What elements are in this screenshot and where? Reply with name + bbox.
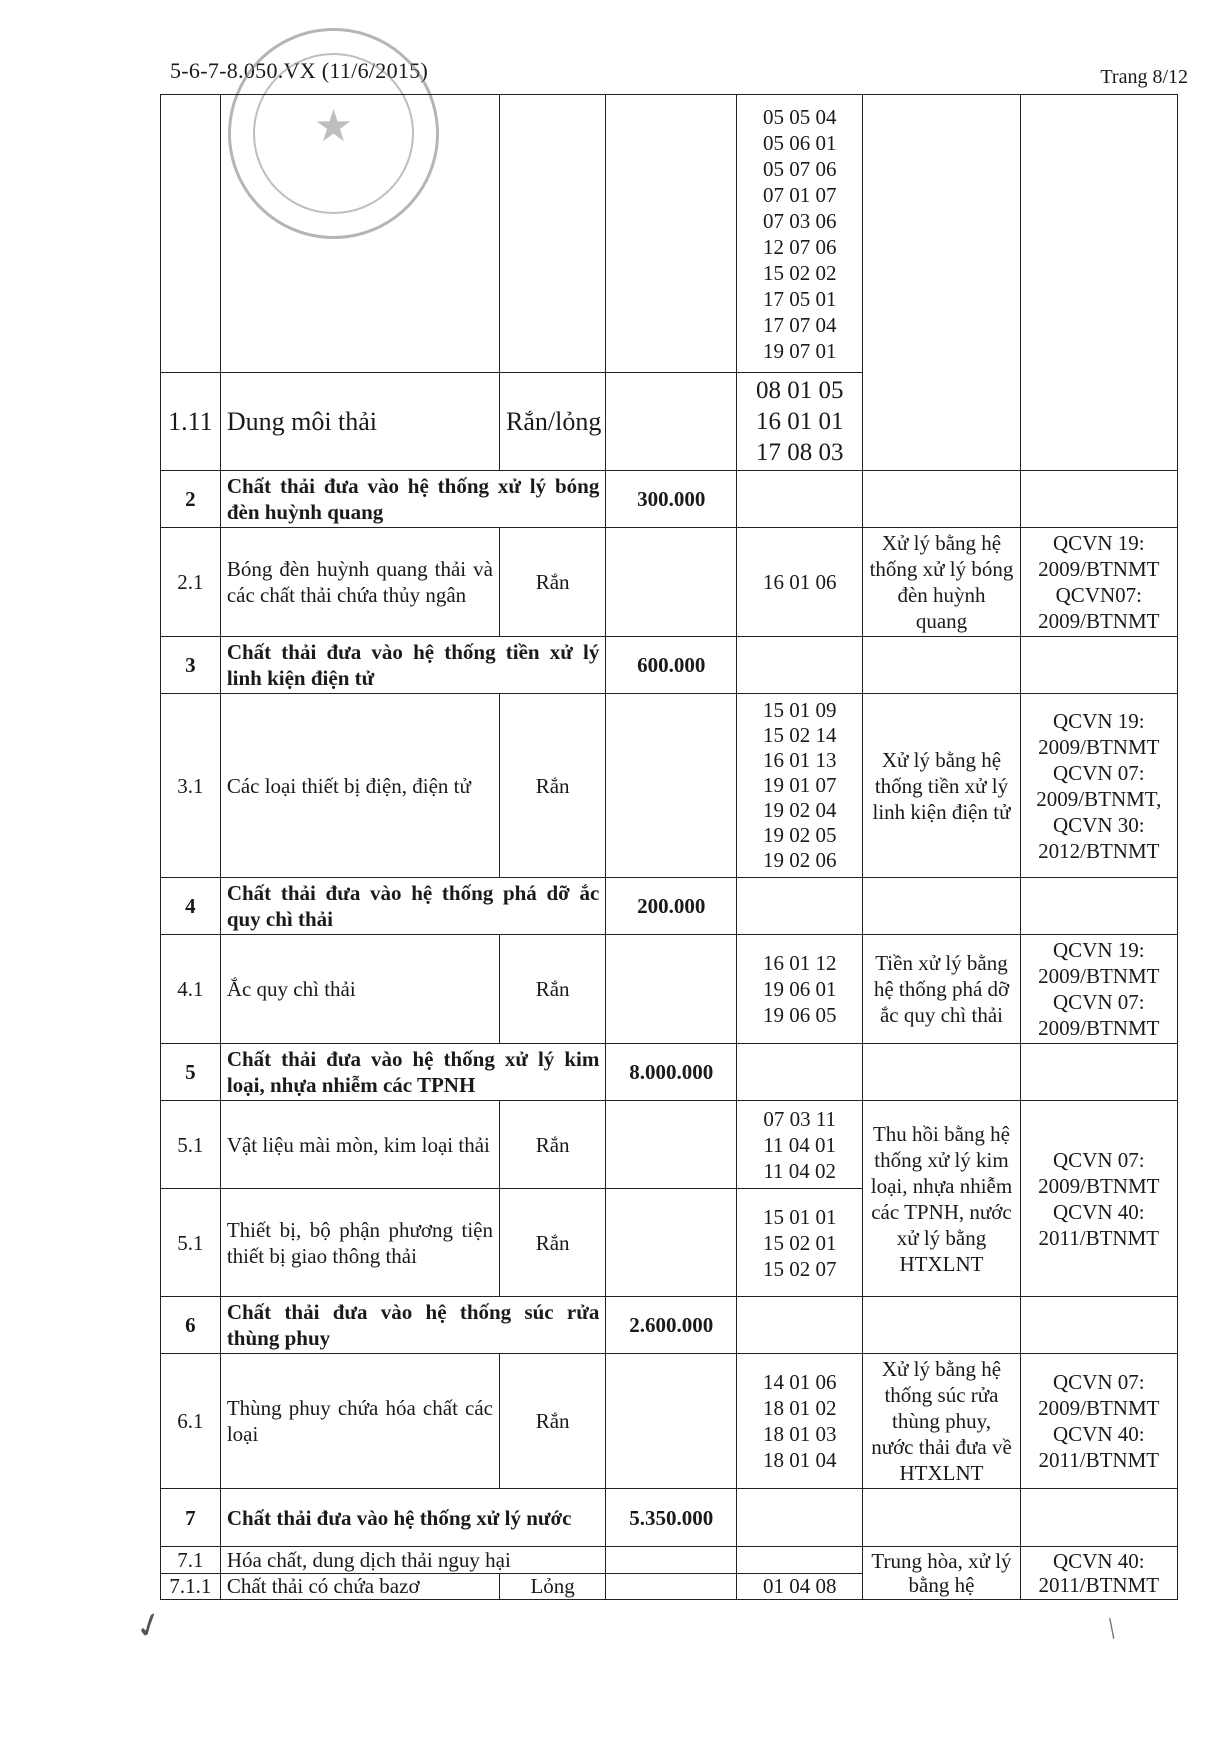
group-row: 7 Chất thải đưa vào hệ thống xử lý nước 5.350.000	[161, 1489, 1178, 1547]
table-row: 2.1 Bóng đèn huỳnh quang thải và các chất thải chứa thủy ngân Rắn 16 01 06 Xử lý bằng hệ thống xử lý bóng đèn huỳnh quang QCVN 19: 2009/BTNMT QCVN07: 2009/BTNMT	[161, 528, 1178, 637]
waste-codes: 15 01 01 15 02 01 15 02 07	[737, 1189, 863, 1297]
table-row: 5.1 Vật liệu mài mòn, kim loại thải Rắn 07 03 11 11 04 01 11 04 02 Thu hồi bằng hệ thống xử lý kim loại, nhựa nhiễm các TPNH, nước xử lý bằng HTXLNT QCVN 07: 2009/BTNMT QCVN 40: 2011/BTNMT	[161, 1101, 1178, 1189]
table-row: 1.11 Dung môi thải Rắn/lỏng 08 01 05 16 01 01 17 08 03	[161, 373, 1178, 471]
waste-codes: 15 01 09 15 02 14 16 01 13 19 01 07 19 02 04 19 02 05 19 02 06	[737, 694, 863, 878]
table-row: 3.1 Các loại thiết bị điện, điện tử Rắn 15 01 09 15 02 14 16 01 13 19 01 07 19 02 04 19 02 05 19 02 06 Xử lý bằng hệ thống tiền xử lý linh kiện điện tử QCVN 19: 2009/BTNMT QCVN 07: 2009/BTNMT, QCVN 30: 2012/BTNMT	[161, 694, 1178, 878]
group-row: 2 Chất thải đưa vào hệ thống xử lý bóng đèn huỳnh quang 300.000	[161, 471, 1178, 528]
table-row: 7.1.1 Chất thải có chứa bazơ Lỏng 01 04 08	[161, 1573, 1178, 1600]
waste-codes: 08 01 05 16 01 01 17 08 03	[737, 373, 863, 471]
seal-emblem-icon: ★	[313, 102, 354, 151]
waste-codes: 16 01 12 19 06 01 19 06 05	[737, 935, 863, 1044]
signature-mark-left: ✓	[130, 1604, 169, 1649]
waste-table	[160, 94, 1178, 1600]
table-row: 4.1 Ắc quy chì thải Rắn 16 01 12 19 06 01 19 06 05 Tiền xử lý bằng hệ thống phá dỡ ắc quy chì thải QCVN 19: 2009/BTNMT QCVN 07: 2009/BTNMT	[161, 935, 1178, 1044]
waste-codes: 05 05 04 05 06 01 05 07 06 07 01 07 07 03 06 12 07 06 15 02 02 17 05 01 17 07 04 19 07 01	[737, 95, 863, 373]
table-row: 5.1 Thiết bị, bộ phận phương tiện thiết bị giao thông thải Rắn 15 01 01 15 02 01 15 02 07	[161, 1189, 1178, 1297]
document-code: 5-6-7-8.050.VX (11/6/2015)	[170, 58, 429, 83]
waste-codes: 07 03 11 11 04 01 11 04 02	[737, 1101, 863, 1189]
group-row: 4 Chất thải đưa vào hệ thống phá dỡ ắc quy chì thải 200.000	[161, 878, 1178, 935]
page-number: Trang 8/12	[1100, 66, 1188, 88]
table-row: 7.1 Hóa chất, dung dịch thải nguy hại Trung hòa, xử lý bằng hệ QCVN 40: 2011/BTNMT	[161, 1547, 1178, 1574]
group-row: 6 Chất thải đưa vào hệ thống súc rửa thùng phuy 2.600.000	[161, 1297, 1178, 1354]
group-row: 5 Chất thải đưa vào hệ thống xử lý kim loại, nhựa nhiễm các TPNH 8.000.000	[161, 1044, 1178, 1101]
group-row: 3 Chất thải đưa vào hệ thống tiền xử lý linh kiện điện tử 600.000	[161, 637, 1178, 694]
table-row: 6.1 Thùng phuy chứa hóa chất các loại Rắn 14 01 06 18 01 02 18 01 03 18 01 04 Xử lý bằng hệ thống súc rửa thùng phuy, nước thải đưa về HTXLNT QCVN 07: 2009/BTNMT QCVN 40: 2011/BTNMT	[161, 1354, 1178, 1489]
waste-codes: 14 01 06 18 01 02 18 01 03 18 01 04	[737, 1354, 863, 1489]
table-row	[161, 95, 1178, 373]
signature-mark-right: /	[1100, 1612, 1124, 1645]
